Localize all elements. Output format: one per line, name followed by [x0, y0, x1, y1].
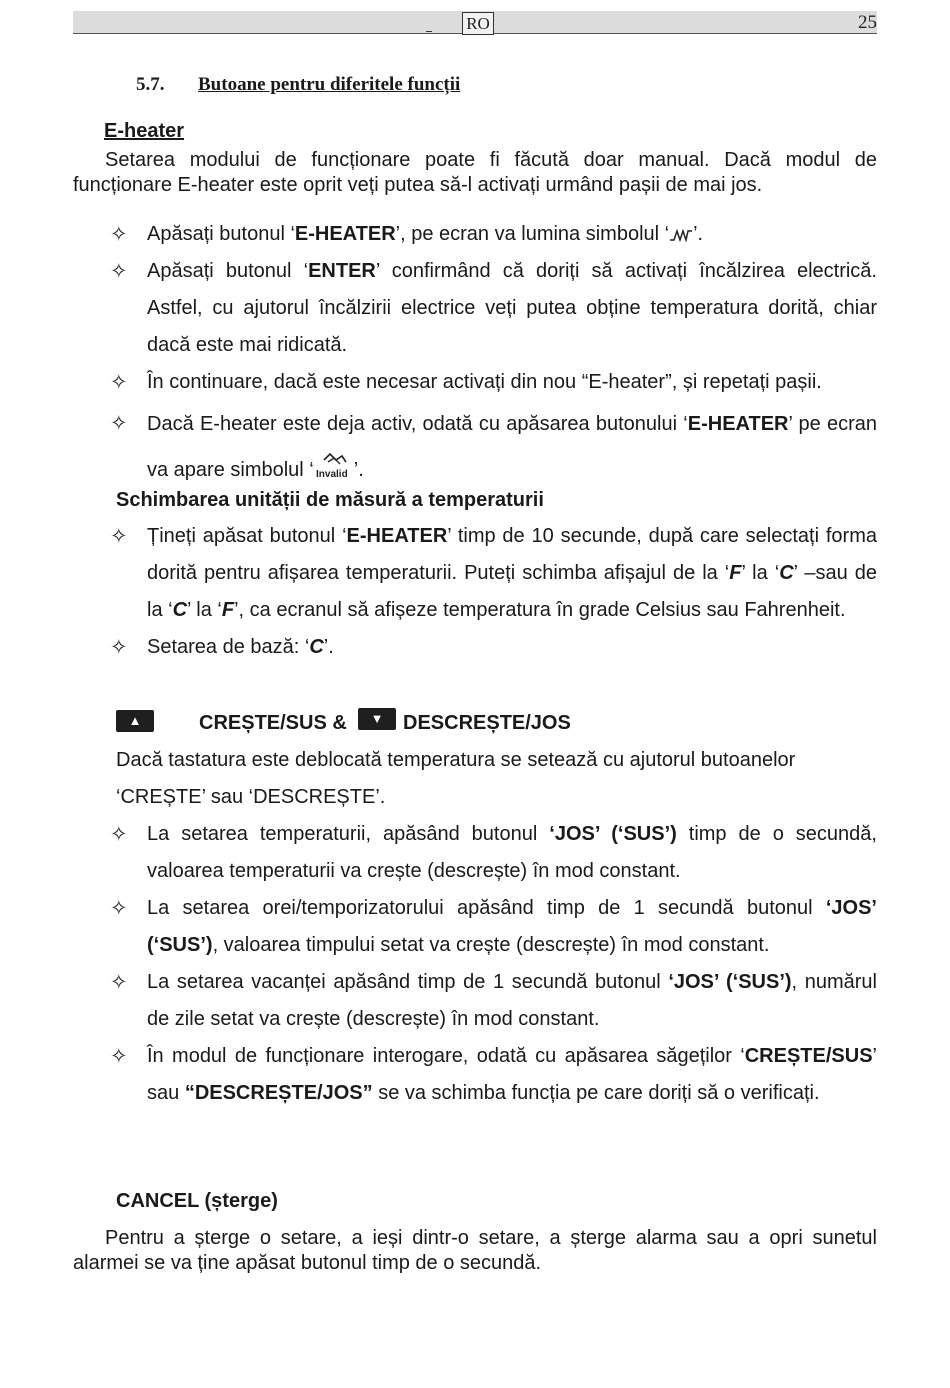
down-arrow-key-icon: ▼ — [358, 708, 396, 730]
bullet-star-icon: ✧ — [110, 971, 128, 994]
bullet-star-icon: ✧ — [110, 823, 128, 846]
bullet-star-icon: ✧ — [110, 223, 128, 246]
heater-wave-icon — [669, 228, 693, 242]
eheater-bullets — [110, 216, 877, 493]
list-item: ✧ La setarea temperaturii, apăsând butonul ‘JOS’ (‘SUS’) timp de o secundă, valoarea temperaturii va crește (descrește) în mod constant. — [110, 816, 877, 890]
bullet-star-icon: ✧ — [110, 260, 128, 283]
list-item: ✧ Apăsați butonul ‘ENTER’ confirmând că doriți să activați încălzirea electrică. Astfel, cu ajutorul încălzirii electrice veți putea obține temperatura dorită, chiar dacă este mai ridicată. — [110, 253, 877, 364]
bullet-star-icon: ✧ — [110, 897, 128, 920]
section-title-text: Butoane pentru diferitele funcții — [198, 74, 461, 95]
list-item: ✧ Țineți apăsat butonul ‘E-HEATER’ timp de 10 secunde, după care selectați forma dorită pentru afișarea temperaturii. Puteți schimba afișajul de la ‘F’ la ‘C’ –sau de la ‘C’ la ‘F’, ca ecranul să afișeze temperatura în grade Celsius sau Fahrenheit. — [110, 518, 877, 629]
units-heading: Schimbarea unității de măsură a temperaturii — [116, 489, 544, 511]
list-item: ✧ Setarea de bază: ‘C’. — [110, 629, 877, 666]
updown-bullets — [110, 816, 877, 1112]
cancel-heading: CANCEL (șterge) — [116, 1190, 278, 1212]
header-dash — [426, 31, 432, 32]
list-item: ✧ Dacă E-heater este deja activ, odată cu apăsarea butonului ‘E-HEATER’ pe ecran va apare simbolul ‘ Invalid ’. — [110, 401, 877, 493]
bullet-star-icon: ✧ — [110, 412, 128, 435]
bullet-star-icon: ✧ — [110, 636, 128, 659]
invalid-symbol-icon — [314, 450, 354, 480]
up-arrow-key-icon: ▲ — [116, 710, 154, 732]
language-label: RO — [462, 12, 494, 35]
list-item: ✧ La setarea orei/temporizatorului apăsând timp de 1 secundă butonul ‘JOS’ (‘SUS’), valoarea timpului setat va crește (descrește) în mod constant. — [110, 890, 877, 964]
section-number: 5.7. — [136, 74, 165, 95]
section-title — [136, 73, 460, 97]
svg-text:Invalid: Invalid — [315, 469, 348, 480]
bullet-star-icon: ✧ — [110, 371, 128, 394]
list-item: ✧ În continuare, dacă este necesar activați din nou “E-heater”, și repetați pașii. — [110, 364, 877, 401]
cancel-text: Pentru a șterge o setare, a ieși dintr-o setare, a șterge alarma sau a opri sunetul alarmei se va ține apăsat butonul timp de o secundă. — [73, 1227, 877, 1274]
updown-intro: Dacă tastatura este deblocată temperatura se setează cu ajutorul butoanelor ‘CREȘTE’ sau ‘DESCREȘTE’. — [116, 749, 796, 808]
eheater-intro: Setarea modului de funcționare poate fi făcută doar manual. Dacă modul de funcționare E-heater este oprit veți putea să-l activați urmând pașii de mai jos. — [73, 149, 877, 196]
page-number: 25 — [858, 12, 877, 33]
bullet-star-icon: ✧ — [110, 1045, 128, 1068]
up-label: CREȘTE/SUS & — [199, 712, 347, 734]
eheater-heading: E-heater — [104, 120, 185, 142]
units-bullets — [110, 518, 877, 666]
list-item: ✧ În modul de funcționare interogare, odată cu apăsarea săgeților ‘CREȘTE/SUS’ sau “DESCREȘTE/JOS” se va schimba funcția pe care doriți să o verificați. — [110, 1038, 877, 1112]
bullet-star-icon: ✧ — [110, 525, 128, 548]
list-item: ✧ La setarea vacanței apăsând timp de 1 secundă butonul ‘JOS’ (‘SUS’), numărul de zile setat va crește (descrește) în mod constant. — [110, 964, 877, 1038]
down-label: DESCREȘTE/JOS — [403, 712, 571, 734]
list-item: ✧ Apăsați butonul ‘E-HEATER’, pe ecran va lumina simbolul ‘ ’. — [110, 216, 877, 253]
